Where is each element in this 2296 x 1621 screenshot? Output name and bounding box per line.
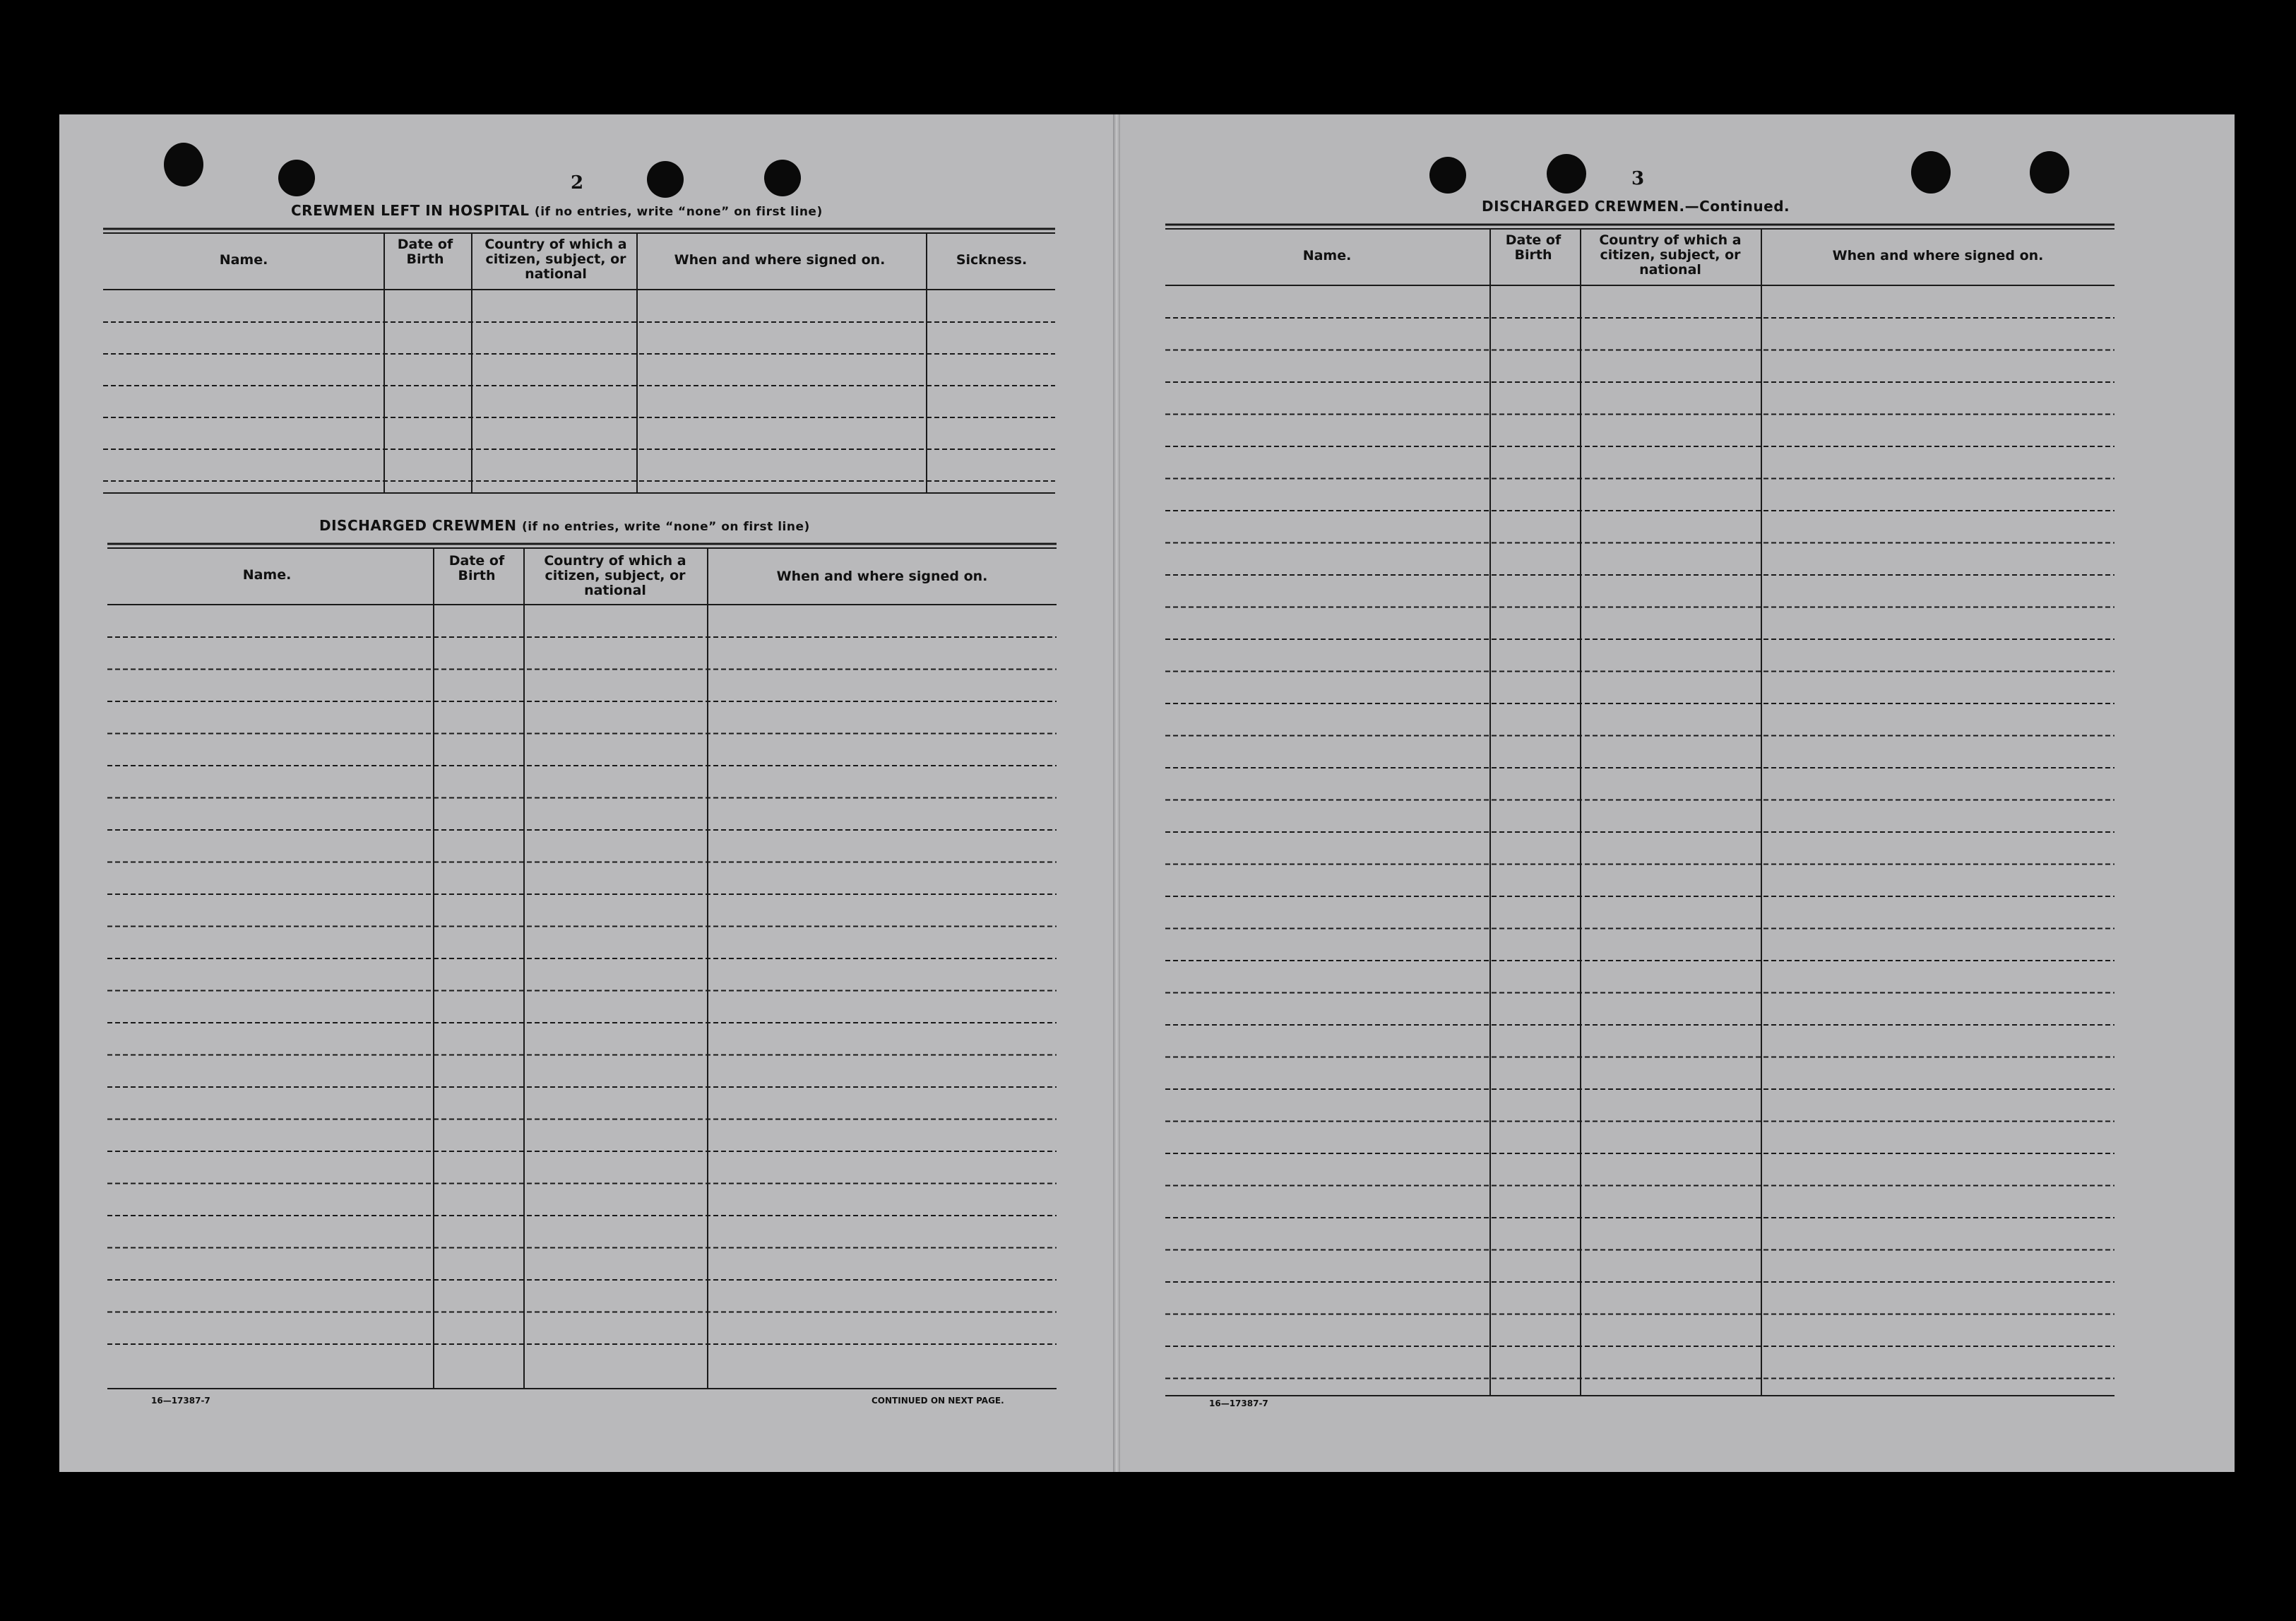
discharged-title-note: (if no entries, write “none” on first line) [521, 520, 810, 534]
right-col-name: Name. [1302, 248, 1352, 263]
hospital-col-name: Name. [219, 252, 268, 268]
left-page-number: 2 [571, 172, 584, 194]
right-section-title: DISCHARGED CREWMEN.—Continued. [1482, 198, 1790, 215]
hospital-col-dob: Date of Birth [397, 237, 453, 267]
right-col-signed-on: When and where signed on. [1832, 248, 2044, 263]
discharged-col-country: Country of which a citizen, subject, or national [544, 553, 686, 598]
hospital-col-signed-on: When and where signed on. [674, 252, 886, 268]
right-page-number: 3 [1631, 168, 1645, 189]
hospital-col-country: Country of which a citizen, subject, or national [484, 237, 627, 282]
right-form-number: 16—17387-7 [1209, 1399, 1268, 1408]
right-col-dob: Date of Birth [1505, 232, 1562, 263]
hospital-col-sickness: Sickness. [956, 252, 1028, 268]
hospital-title-text: CREWMEN LEFT IN HOSPITAL [291, 202, 530, 219]
discharged-col-name: Name. [242, 567, 292, 583]
hospital-title-note: (if no entries, write “none” on first line) [534, 205, 823, 219]
right-col-country: Country of which a citizen, subject, or national [1599, 232, 1742, 278]
discharged-col-dob: Date of Birth [448, 553, 505, 583]
continued-note: CONTINUED ON NEXT PAGE. [872, 1396, 1004, 1406]
discharged-title-text: DISCHARGED CREWMEN [319, 517, 517, 534]
left-form-number: 16—17387-7 [151, 1396, 210, 1406]
discharged-col-signed-on: When and where signed on. [776, 569, 988, 584]
